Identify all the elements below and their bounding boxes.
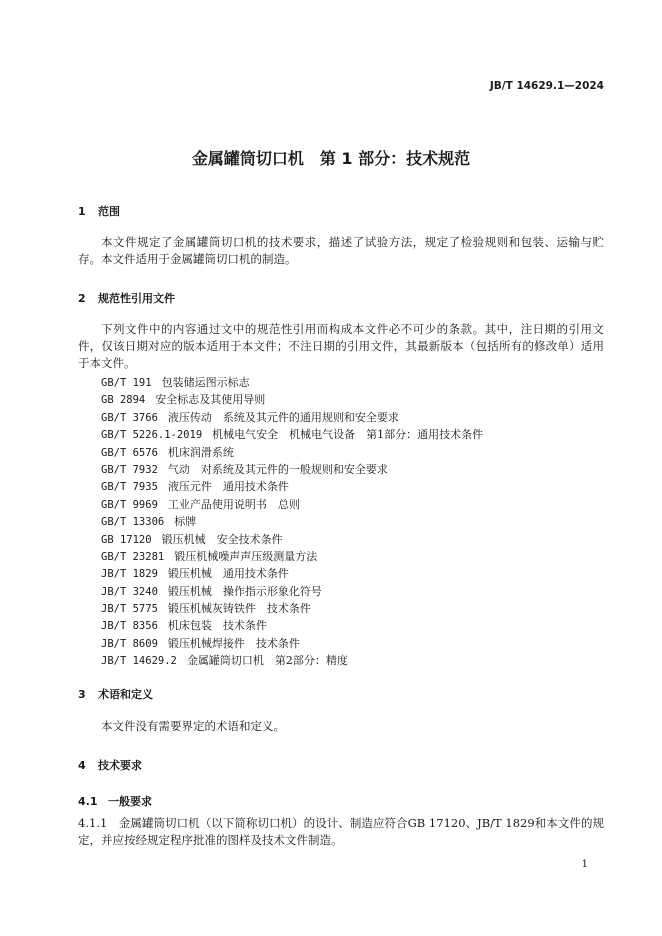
- reference-title: 锻压机械焊接件 技术条件: [167, 636, 300, 650]
- reference-code: JB/T 8609: [101, 637, 158, 650]
- reference-title: 液压传动 系统及其元件的通用规则和安全要求: [167, 410, 399, 424]
- scope-paragraph-1: 本文件规定了金属罐筒切口机的技术要求，描述了试验方法，规定了检验规则和包装、运输与贮存。: [78, 235, 604, 266]
- reference-title: 锻压机械 通用技术条件: [167, 567, 289, 581]
- reference-item: [101, 513, 483, 530]
- page-number: 1: [581, 859, 588, 870]
- scope-paragraph-2: 本文件适用于金属罐筒切口机的制造。: [101, 252, 297, 266]
- reference-item: [101, 531, 483, 548]
- section-title: 范围: [98, 205, 120, 218]
- reference-list: [101, 374, 483, 670]
- subsection-title: 一般要求: [108, 795, 152, 808]
- references-intro: 下列文件中的内容通过文中的规范性引用而构成本文件必不可少的条款。其中，注日期的引用文件，仅该日期对应的版本适用于本文件；不注日期的引用文件，其最新版本（包括所有的修改单）适用于本文件。: [78, 322, 604, 370]
- section-4-heading: [78, 757, 142, 773]
- document-title: 金属罐筒切口机 第 1 部分：技术规范: [191, 149, 471, 168]
- reference-item: [101, 617, 483, 634]
- reference-item: [101, 652, 483, 669]
- reference-title: 锻压机械 安全技术条件: [161, 532, 283, 546]
- reference-title: 金属罐筒切口机 第2部分：精度: [186, 654, 348, 668]
- clause-4-1-1: 4.1.1 金属罐筒切口机（以下简称切口机）的设计、制造应符合GB 17120、JB/T 1829和本文件的规定，并应按经规定程序批准的图样及技术文件制造。: [78, 816, 604, 847]
- reference-item: [101, 461, 483, 478]
- section-1-heading: [78, 203, 120, 219]
- section-number: 2: [78, 292, 86, 305]
- reference-title: 机床润滑系统: [167, 445, 234, 459]
- reference-code: JB/T 8356: [101, 620, 158, 633]
- reference-title: 机械电气安全 机械电气设备 第1部分：通用技术条件: [212, 428, 484, 442]
- reference-item: [101, 426, 483, 443]
- reference-code: GB 2894: [101, 394, 146, 407]
- reference-title: 工业产品使用说明书 总则: [167, 497, 300, 511]
- reference-title: 锻压机械灰铸铁件 技术条件: [167, 602, 311, 616]
- reference-title: 气动 对系统及其元件的一般规则和安全要求: [167, 462, 388, 476]
- reference-code: GB 17120: [101, 533, 152, 546]
- reference-code: GB/T 13306: [101, 516, 165, 529]
- reference-code: JB/T 14629.2: [101, 655, 177, 668]
- reference-item: [101, 635, 483, 652]
- reference-title: 包装储运图示标志: [161, 376, 250, 389]
- reference-code: GB/T 7935: [101, 481, 158, 494]
- reference-item: [101, 391, 483, 408]
- section-title: 规范性引用文件: [98, 292, 175, 305]
- reference-title: 液压元件 通用技术条件: [167, 480, 289, 494]
- reference-title: 标牌: [174, 515, 197, 529]
- reference-item: [101, 478, 483, 495]
- section-title: 术语和定义: [98, 688, 153, 701]
- reference-code: GB/T 23281: [101, 550, 165, 563]
- reference-item: [101, 583, 483, 600]
- reference-item: [101, 565, 483, 582]
- reference-code: JB/T 3240: [101, 585, 158, 598]
- reference-code: GB/T 9969: [101, 498, 158, 511]
- reference-title: 锻压机械 操作指示形象化符号: [167, 584, 322, 598]
- reference-item: [101, 444, 483, 461]
- reference-code: GB/T 3766: [101, 411, 158, 424]
- reference-item: [101, 374, 483, 391]
- section-title: 技术要求: [98, 759, 142, 772]
- reference-title: 安全标志及其使用导则: [155, 393, 266, 407]
- standard-number: JB/T 14629.1—2024: [489, 80, 604, 92]
- subsection-number: 4.1: [78, 795, 98, 808]
- terms-paragraph: 本文件没有需要界定的术语和定义。: [101, 719, 285, 733]
- reference-item: [101, 496, 483, 513]
- reference-code: GB/T 191: [101, 377, 152, 389]
- reference-code: GB/T 6576: [101, 446, 158, 459]
- section-number: 4: [78, 759, 86, 772]
- reference-title: 机床包装 技术条件: [167, 619, 267, 633]
- section-3-heading: [78, 686, 153, 702]
- reference-code: GB/T 7932: [101, 463, 158, 476]
- reference-title: 锻压机械噪声声压级测量方法: [174, 549, 318, 563]
- reference-item: [101, 409, 483, 426]
- subsection-4-1-heading: [78, 793, 152, 809]
- section-2-heading: [78, 290, 175, 306]
- reference-item: [101, 600, 483, 617]
- section-number: 3: [78, 688, 86, 701]
- section-number: 1: [78, 205, 86, 218]
- reference-code: JB/T 5775: [101, 603, 158, 616]
- reference-code: GB/T 5226.1-2019: [101, 429, 203, 442]
- reference-item: [101, 548, 483, 565]
- reference-code: JB/T 1829: [101, 568, 158, 581]
